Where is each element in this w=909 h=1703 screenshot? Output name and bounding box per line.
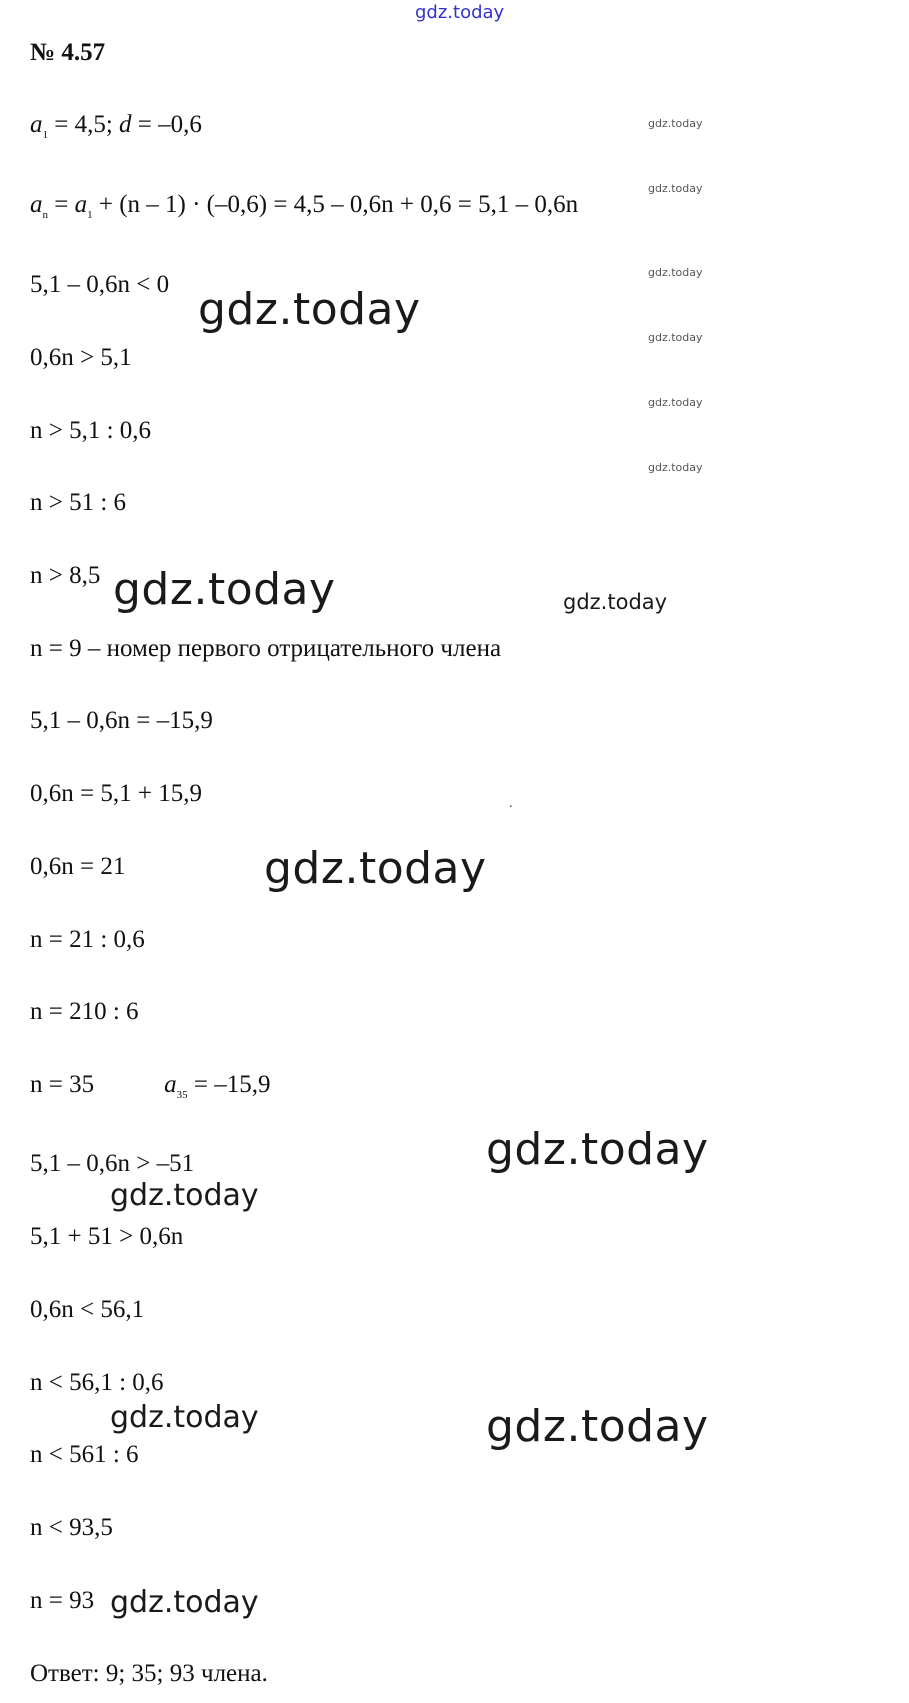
watermark: gdz.today	[648, 117, 703, 130]
line-13: n = 210 : 6	[30, 998, 139, 1025]
watermark: gdz.today	[648, 461, 703, 474]
watermark: gdz.today	[113, 564, 336, 615]
line-11: 0,6n = 21	[30, 853, 126, 880]
line-9: 5,1 – 0,6n = –15,9	[30, 707, 213, 734]
line-8: n = 9 – номер первого отрицательного члена	[30, 635, 502, 662]
watermark: gdz.today	[486, 1124, 709, 1175]
watermark: gdz.today	[110, 1400, 259, 1435]
line-12: n = 21 : 0,6	[30, 926, 145, 953]
line-19: n < 561 : 6	[30, 1441, 139, 1468]
watermark: gdz.today	[648, 331, 703, 344]
line-1: $a_1 = 4,5$; d = –0,6	[30, 111, 202, 141]
watermark: gdz.today	[486, 1401, 709, 1452]
line-17: 0,6n < 56,1	[30, 1296, 145, 1323]
line-15: 5,1 – 0,6n > –51	[30, 1150, 195, 1177]
line-4: 0,6n > 5,1	[30, 344, 132, 371]
line-14: n = 35 $a_{35} = -15,9$	[30, 1071, 271, 1101]
stray-dot: .	[509, 796, 513, 811]
watermark: gdz.today	[198, 284, 421, 335]
line-16: 5,1 + 51 > 0,6n	[30, 1223, 184, 1250]
watermark: gdz.today	[563, 590, 668, 614]
line-10: 0,6n = 5,1 + 15,9	[30, 780, 202, 807]
watermark: gdz.today	[648, 396, 703, 409]
watermark: gdz.today	[110, 1585, 259, 1620]
line-2: $a_n = a_1 + (n - 1) \cdot (-0,6) = 4,5 - 0,6n + 0,6 = 5,1 - 0,6n$	[30, 191, 579, 221]
watermark: gdz.today	[648, 182, 703, 195]
problem-title: № 4.57	[30, 39, 106, 66]
line-18: n < 56,1 : 0,6	[30, 1369, 164, 1396]
line-21: n = 93	[30, 1587, 95, 1614]
line-3: 5,1 – 0,6n < 0	[30, 271, 170, 298]
line-7: n > 8,5	[30, 562, 101, 589]
watermark: gdz.today	[264, 843, 487, 894]
answer-line: Ответ: 9; 35; 93 члена.	[30, 1660, 268, 1687]
line-20: n < 93,5	[30, 1514, 113, 1541]
header-watermark: gdz.today	[415, 2, 505, 23]
line-6: n > 51 : 6	[30, 489, 127, 516]
watermark: gdz.today	[648, 266, 703, 279]
watermark: gdz.today	[110, 1178, 259, 1213]
line-5: n > 5,1 : 0,6	[30, 417, 152, 444]
